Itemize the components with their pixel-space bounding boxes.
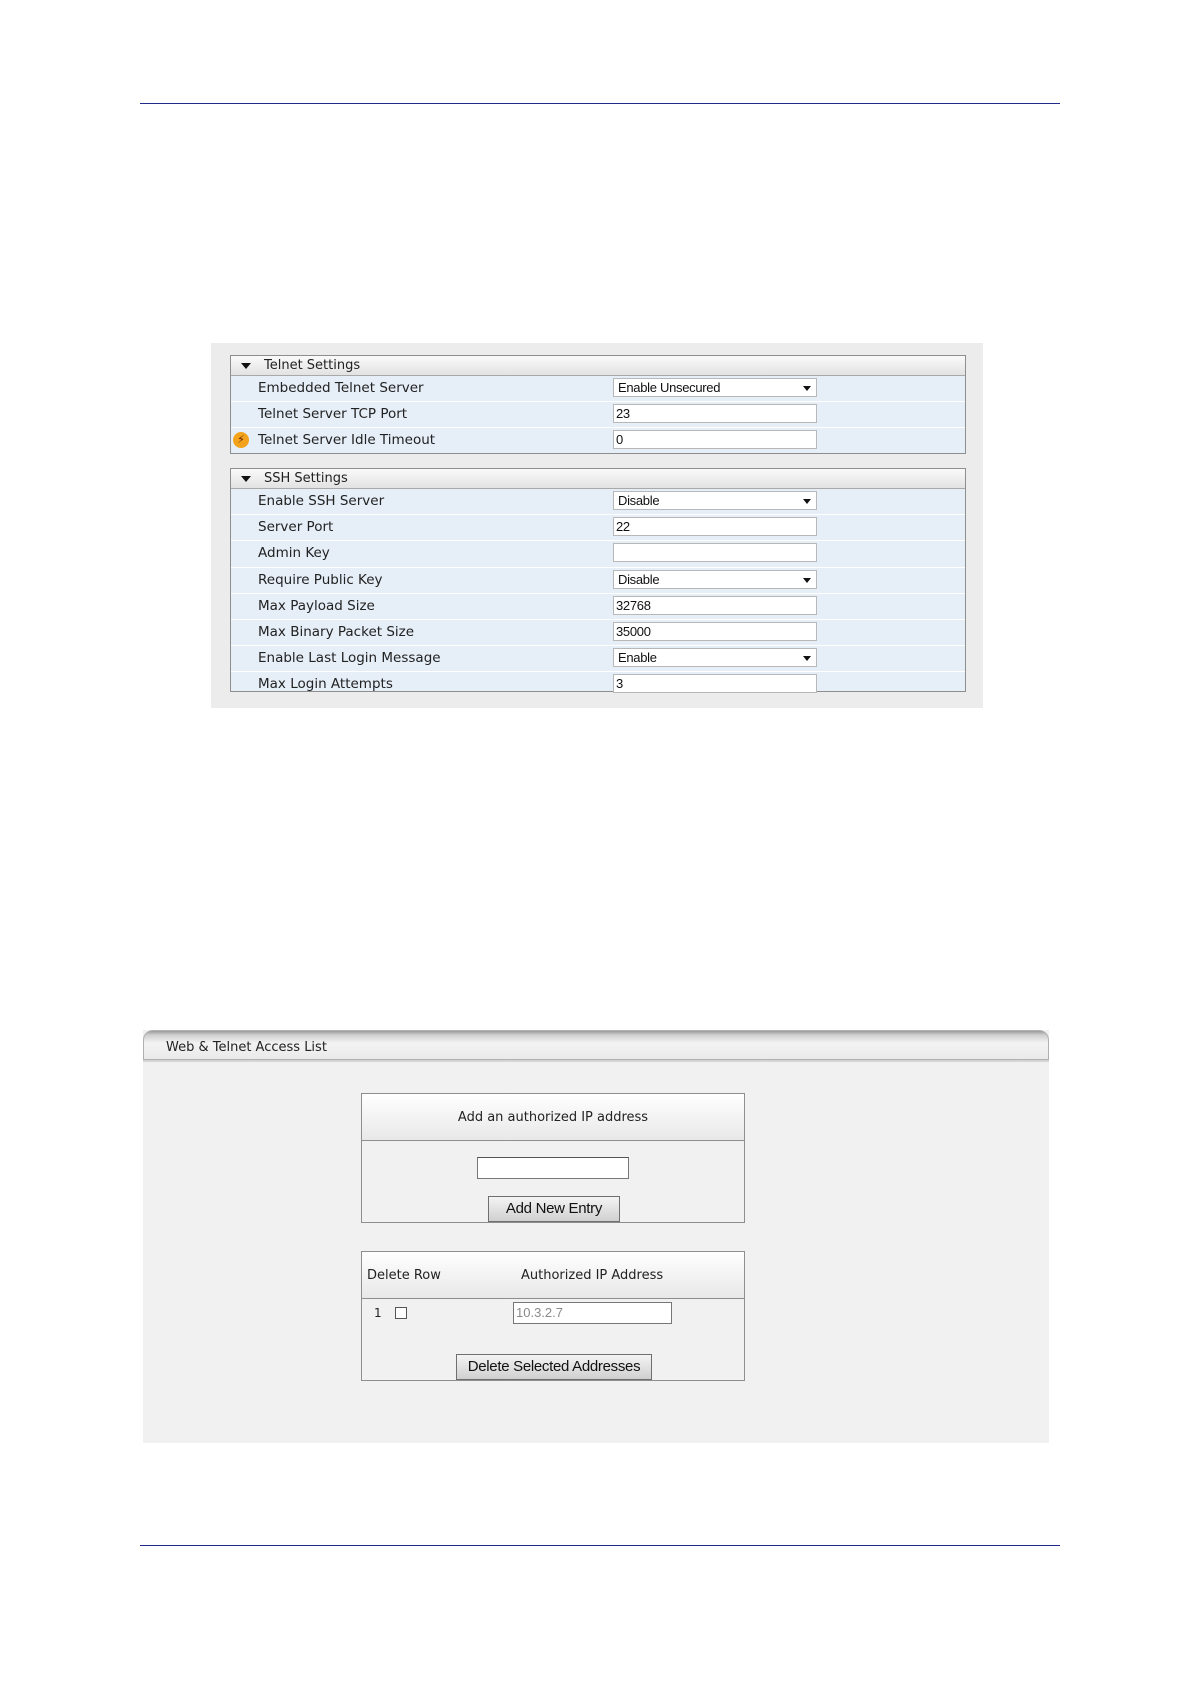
delete-selected-addresses-button[interactable]: Delete Selected Addresses (456, 1354, 652, 1380)
telnet-settings-group (230, 355, 966, 454)
dropdown-arrow-icon (803, 386, 811, 391)
telnet-server-tcp-port-input[interactable]: 23 (613, 404, 817, 423)
add-new-entry-button[interactable]: Add New Entry (488, 1196, 620, 1222)
add-ip-header-label: Add an authorized IP address (457, 1110, 649, 1125)
header-rule (140, 103, 1060, 104)
row-max-login-attempts (231, 672, 965, 697)
row-telnet-server-idle-timeout (231, 428, 965, 453)
footer-rule (140, 1545, 1060, 1546)
max-login-attempts-label: Max Login Attempts (258, 676, 393, 693)
require-public-key-select[interactable]: Disable (613, 570, 817, 589)
telnet-server-tcp-port-label: Telnet Server TCP Port (258, 406, 408, 423)
row-max-binary-packet-size (231, 620, 965, 646)
add-ip-header (362, 1094, 744, 1141)
delete-row-column-header: Delete Row (367, 1268, 441, 1283)
access-list-header (143, 1030, 1049, 1060)
require-public-key-label: Require Public Key (258, 571, 383, 588)
embedded-telnet-server-select[interactable]: Enable Unsecured (613, 378, 817, 397)
lightning-icon: ⚡ (233, 432, 249, 448)
header-divider (143, 1060, 1049, 1062)
web-telnet-access-list-panel (143, 1030, 1049, 1443)
authorized-ip-list-header (362, 1252, 744, 1299)
dropdown-arrow-icon (803, 656, 811, 661)
dropdown-arrow-icon (803, 578, 811, 583)
admin-key-input[interactable] (613, 543, 817, 562)
enable-last-login-message-label: Enable Last Login Message (258, 650, 441, 667)
authorized-ip-field: 10.3.2.7 (513, 1302, 672, 1324)
telnet-settings-title: Telnet Settings (264, 358, 361, 373)
access-list-title: Web & Telnet Access List (166, 1040, 327, 1055)
max-binary-packet-size-label: Max Binary Packet Size (258, 623, 415, 640)
admin-key-label: Admin Key (258, 545, 330, 562)
ip-address-input[interactable] (477, 1157, 629, 1179)
collapse-triangle-icon[interactable] (241, 476, 251, 482)
row-enable-last-login-message (231, 646, 965, 672)
max-payload-size-label: Max Payload Size (258, 597, 375, 614)
enable-last-login-message-select[interactable]: Enable (613, 648, 817, 667)
ssh-settings-header[interactable] (231, 469, 965, 489)
server-port-label: Server Port (258, 519, 334, 536)
max-binary-packet-size-input[interactable]: 35000 (613, 622, 817, 641)
embedded-telnet-server-label: Embedded Telnet Server (258, 380, 424, 396)
row-admin-key (231, 541, 965, 567)
max-login-attempts-input[interactable]: 3 (613, 674, 817, 693)
row-telnet-server-tcp-port (231, 402, 965, 428)
delete-row-checkbox[interactable] (395, 1307, 407, 1319)
server-port-input[interactable]: 22 (613, 517, 817, 536)
ssh-settings-group (230, 468, 966, 692)
ssh-settings-title: SSH Settings (264, 471, 348, 486)
row-server-port (231, 515, 965, 541)
telnet-server-idle-timeout-label: Telnet Server Idle Timeout (258, 432, 436, 449)
telnet-server-idle-timeout-input[interactable]: 0 (613, 430, 817, 449)
telnet-settings-header[interactable] (231, 356, 965, 376)
row-max-payload-size (231, 594, 965, 620)
authorized-ip-column-header: Authorized IP Address (521, 1268, 664, 1283)
enable-ssh-server-select[interactable]: Disable (613, 491, 817, 510)
dropdown-arrow-icon (803, 499, 811, 504)
collapse-triangle-icon[interactable] (241, 363, 251, 369)
telnet-ssh-settings-panel (211, 343, 983, 708)
row-require-public-key (231, 568, 965, 594)
enable-ssh-server-label: Enable SSH Server (258, 493, 385, 509)
authorized-ip-list (361, 1251, 745, 1381)
row-enable-ssh-server (231, 489, 965, 515)
row-embedded-telnet-server (231, 376, 965, 402)
add-ip-box (361, 1093, 745, 1223)
max-payload-size-input[interactable]: 32768 (613, 596, 817, 615)
row-index: 1 (374, 1306, 382, 1320)
